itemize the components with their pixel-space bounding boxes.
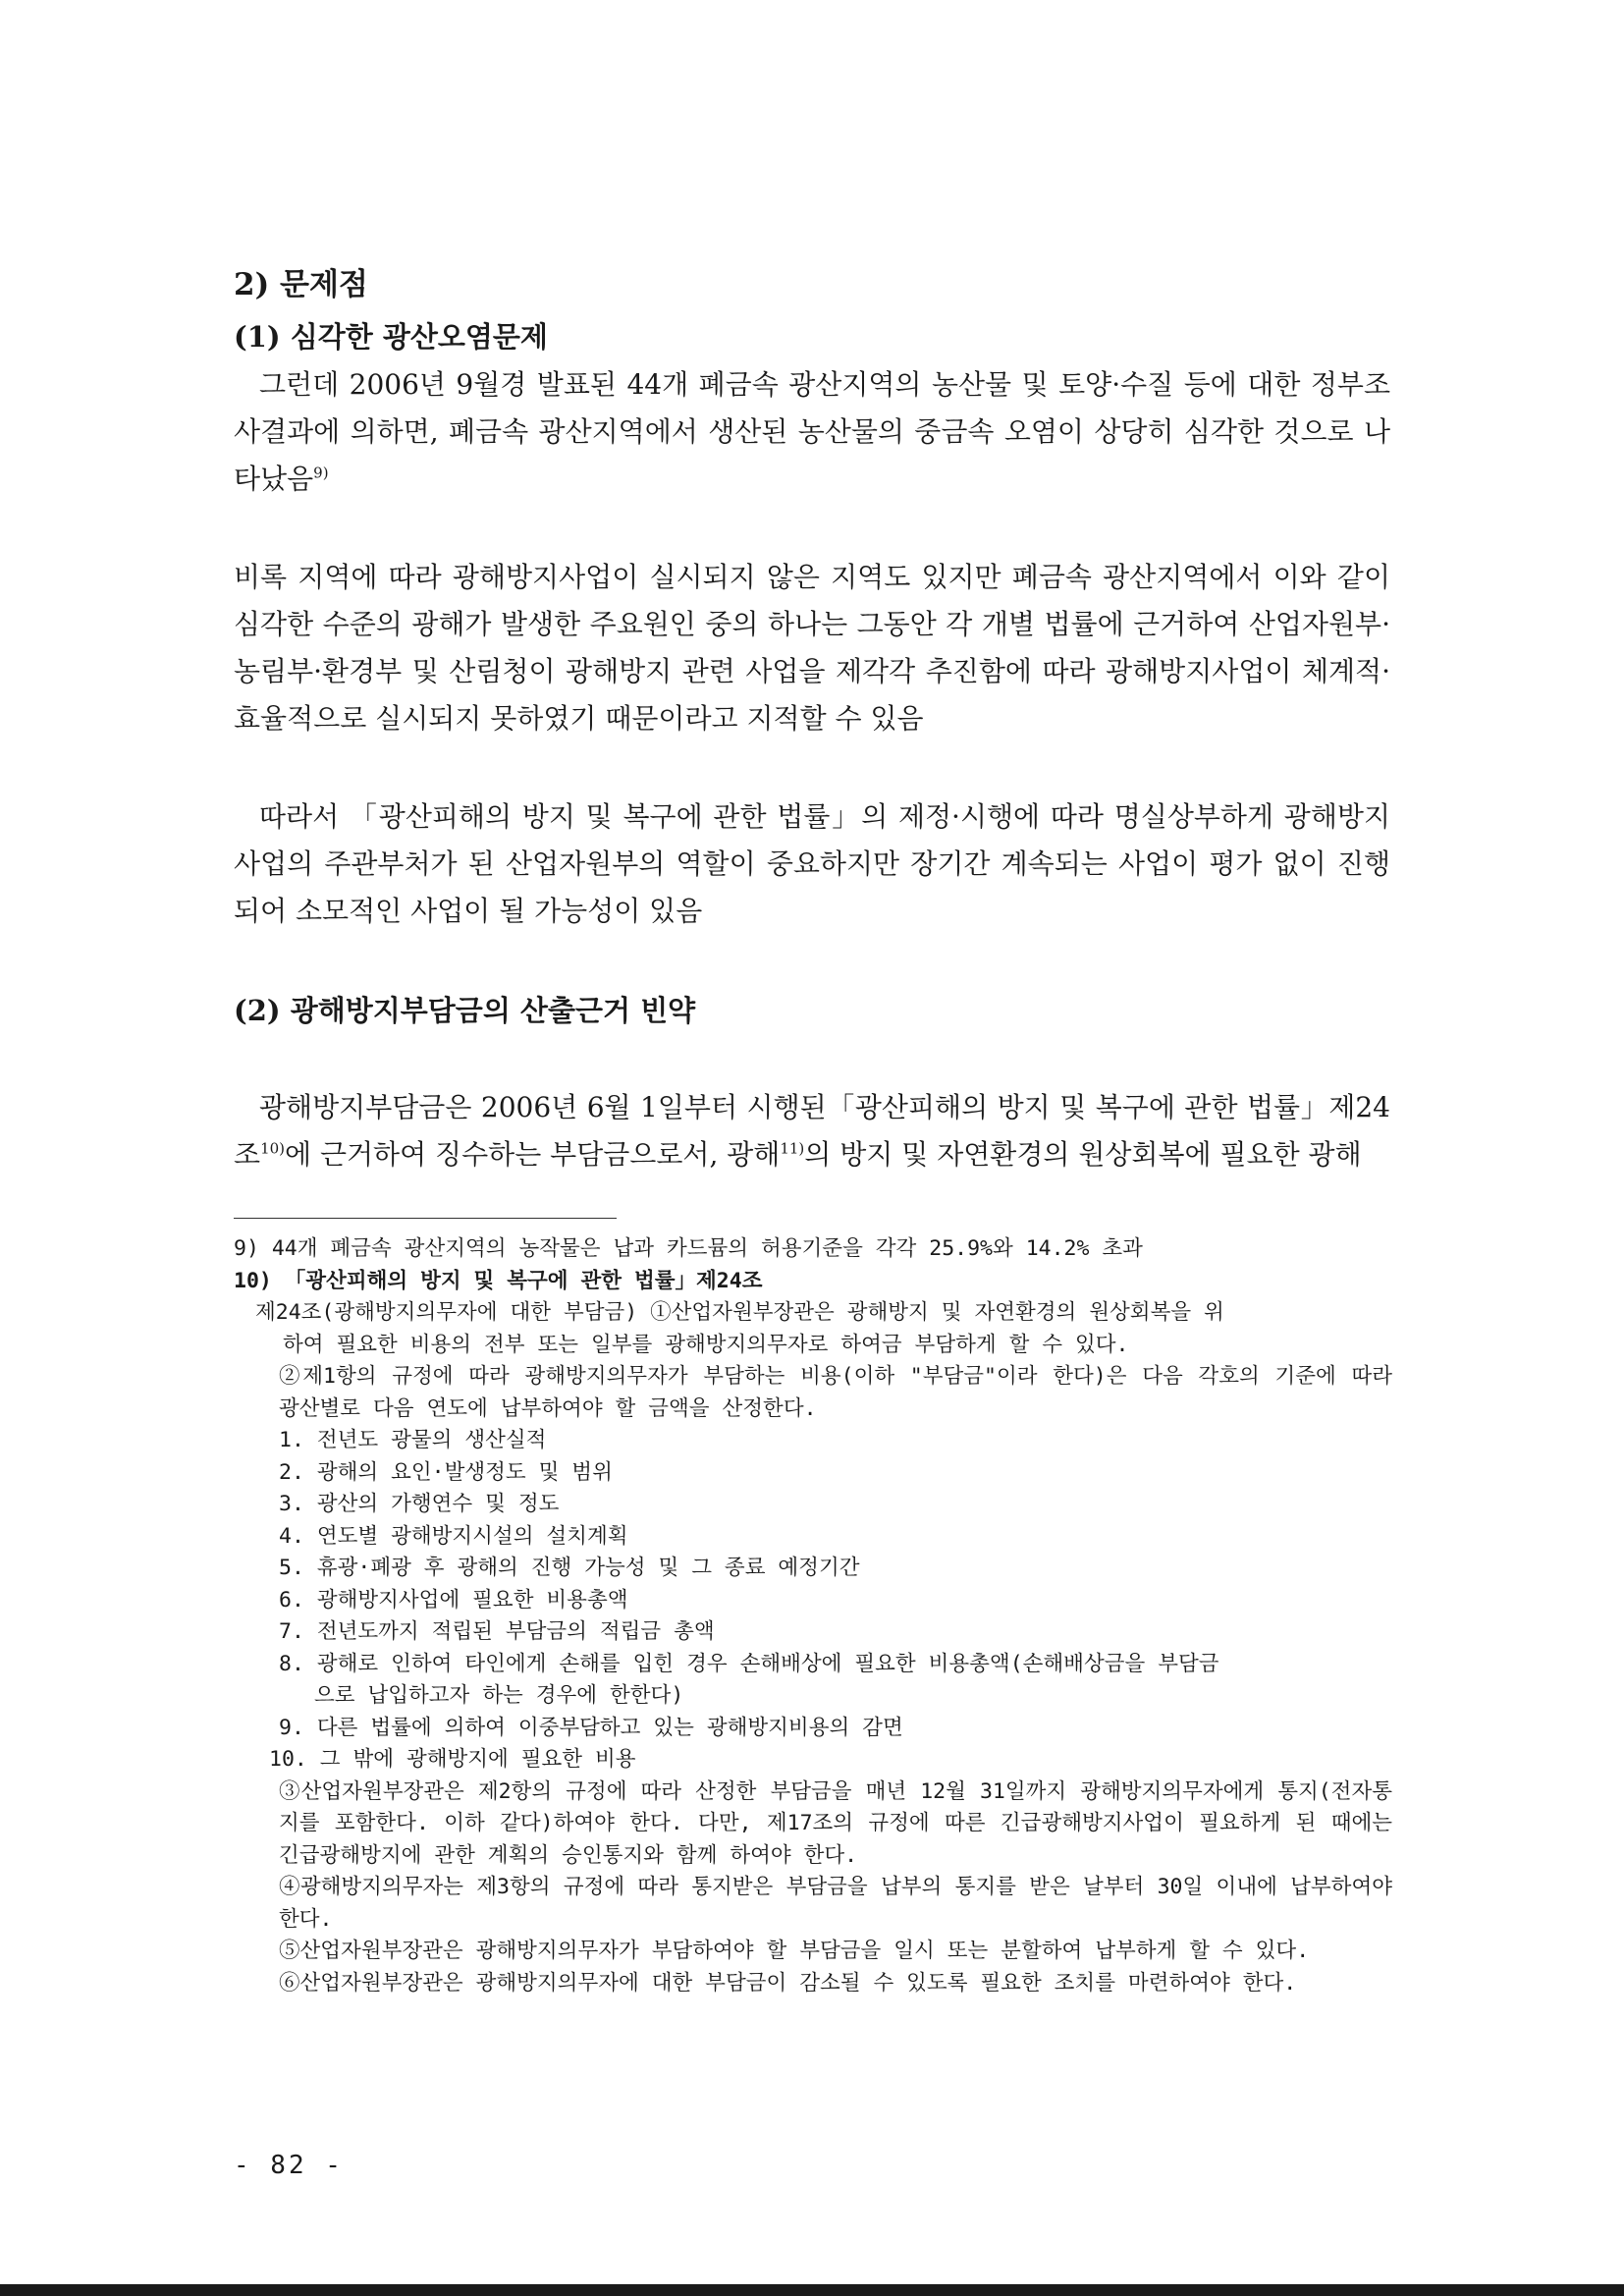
article-24-heading-text: 제24조(광해방지의무자에 대한 부담금) ①산업자원부장관은 광해방지 및 자연환경의 원상회복을 위	[255, 1300, 1224, 1325]
list-item-10: 10. 그 밖에 광해방지에 필요한 비용	[269, 1747, 636, 1772]
list-item: 6. 광해방지사업에 필요한 비용총액	[279, 1587, 628, 1613]
page-number: - 82 -	[234, 2151, 344, 2180]
footnotes	[234, 1233, 1392, 1999]
paragraph-1	[234, 361, 1390, 503]
paragraph-4-text-b: 에 근거하여 징수하는 부담금으로서, 광해	[285, 1138, 781, 1171]
list-item: 4. 연도별 광해방지시설의 설치계획	[279, 1523, 628, 1549]
article-clause-6: ⑥산업자원부장관은 광해방지의무자에 대한 부담금이 감소될 수 있도록 필요한 조치를 마련하여야 한다.	[279, 1970, 1297, 1995]
list-item: 1. 전년도 광물의 생산실적	[279, 1428, 547, 1452]
footnote-divider	[234, 1218, 617, 1219]
list-item: 7. 전년도까지 적립된 부담금의 적립금 총액	[279, 1619, 715, 1644]
list-item: 2. 광해의 요인·발생정도 및 범위	[279, 1459, 613, 1485]
paragraph-4-text-c: 의 방지 및 자연환경의 원상회복에 필요한 광해	[804, 1138, 1362, 1171]
footnote-ref-11[interactable]: 11)	[780, 1139, 805, 1158]
article-clause-3: ③산업자원부장관은 제2항의 규정에 따라 산정한 부담금을 매년 12월 31일까지 광해방지의무자에게 통지(전자통지를 포함한다. 이하 같다)하여야 한다. 다만, 제17조의 규정에 따른 긴급광해방지사업이 필요하게 된 때에는 긴급광해방지에 관한 계획의 승인통지와 함께 하여야 한다.	[279, 1778, 1392, 1868]
subsection-heading-2: (2) 광해방지부담금의 산출근거 빈약	[234, 994, 696, 1027]
list-item: 5. 휴광·폐광 후 광해의 진행 가능성 및 그 종료 예정기간	[279, 1556, 860, 1580]
paragraph-4-text-a: 광해방지부담금은 2006년 6월 1일부터 시행된「광산피해의 방지 및 복구에 관한 법률」제24조	[234, 1091, 1390, 1171]
page-bottom-edge	[0, 2284, 1624, 2296]
list-item-8-cont: 으로 납입하고자 하는 경우에 한한다)	[314, 1683, 684, 1708]
article-clause-2: ②제1항의 규정에 따라 광해방지의무자가 부담하는 비용(이하 "부담금"이라 한다)은 다음 각호의 기준에 따라 광산별로 다음 연도에 납부하여야 할 금액을 산정한다.	[279, 1364, 1392, 1421]
article-clause-4: ④광해방지의무자는 제3항의 규정에 따라 통지받은 부담금을 납부의 통지를 받은 날부터 30일 이내에 납부하여야 한다.	[279, 1875, 1392, 1932]
article-24-heading-cont: 하여 필요한 비용의 전부 또는 일부를 광해방지의무자로 하여금 부담하게 할 수 있다.	[283, 1332, 1129, 1357]
footnote-ref-10[interactable]: 10)	[260, 1139, 286, 1158]
section-heading: 2) 문제점	[234, 267, 368, 302]
list-item-9: 9. 다른 법률에 의하여 이중부담하고 있는 광해방지비용의 감면	[279, 1715, 903, 1740]
paragraph-4	[234, 1084, 1390, 1178]
footnote-10-title: 10) 「광산피해의 방지 및 복구에 관한 법률」제24조	[234, 1268, 763, 1293]
article-clause-5: ⑤산업자원부장관은 광해방지의무자가 부담하여야 할 부담금을 일시 또는 분할하여 납부하게 할 수 있다.	[279, 1939, 1310, 1963]
paragraph-2: 비록 지역에 따라 광해방지사업이 실시되지 않은 지역도 있지만 폐금속 광산지역에서 이와 같이 심각한 수준의 광해가 발생한 주요원인 중의 하나는 그동안 각 개별 법률에 근거하여 산업자원부·농림부·환경부 및 산림청이 광해방지 관련 사업을 제각각 추진함에 따라 광해방지사업이 체계적·효율적으로 실시되지 못하였기 때문이라고 지적할 수 있음	[234, 561, 1390, 735]
paragraph-3: 따라서 「광산피해의 방지 및 복구에 관한 법률」의 제정·시행에 따라 명실상부하게 광해방지사업의 주관부처가 된 산업자원부의 역할이 중요하지만 장기간 계속되는 사업이 평가 없이 진행되어 소모적인 사업이 될 가능성이 있음	[234, 800, 1390, 927]
footnote-9: 9) 44개 폐금속 광산지역의 농작물은 납과 카드뮴의 허용기준을 각각 25.9%와 14.2% 초과	[234, 1236, 1143, 1261]
paragraph-1-text: 그런데 2006년 9월경 발표된 44개 폐금속 광산지역의 농산물 및 토양·수질 등에 대한 정부조사결과에 의하면, 폐금속 광산지역에서 생산된 농산물의 중금속 오염이 상당히 심각한 것으로 나타났음	[234, 368, 1390, 495]
list-item: 3. 광산의 가행연수 및 정도	[279, 1492, 560, 1516]
subsection-heading-1: (1) 심각한 광산오염문제	[234, 320, 548, 354]
list-item-8	[234, 1649, 1392, 1713]
article-24-heading	[234, 1297, 1392, 1361]
footnote-ref-9[interactable]: 9)	[313, 464, 329, 482]
list-item-8-text: 8. 광해로 인하여 타인에게 손해를 입힌 경우 손해배상에 필요한 비용총액(손해배상금을 부담금	[279, 1651, 1219, 1676]
